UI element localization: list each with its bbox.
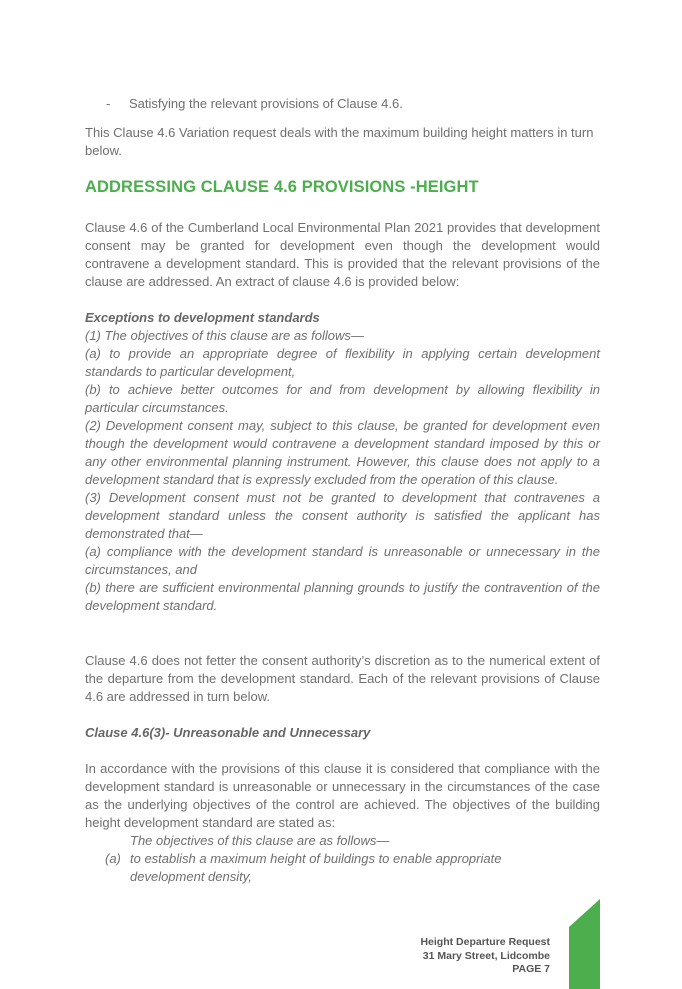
section-heading: ADDRESSING CLAUSE 4.6 PROVISIONS -HEIGHT bbox=[85, 178, 479, 196]
objectives-lead: The objectives of this clause are as follows— bbox=[130, 833, 390, 848]
footer-document-title: Height Departure Request bbox=[420, 936, 550, 948]
bullet-text: Satisfying the relevant provisions of Clause 4.6. bbox=[129, 96, 403, 111]
extract-item-2: (2) Development consent may, subject to this clause, be granted for development even though the development would contravene a development standard imposed by this or any other environmental planning instrument. However, this clause does not apply to a development standard that is expressly excluded from the operation of this clause. bbox=[85, 418, 600, 487]
objectives-list bbox=[105, 832, 535, 886]
extract-title: Exceptions to development standards bbox=[85, 310, 320, 325]
bullet-marker: - bbox=[106, 96, 111, 111]
bullet-item bbox=[106, 95, 403, 113]
extract-item-1a: (a) to provide an appropriate degree of flexibility in applying certain development standards to particular development, bbox=[85, 346, 600, 379]
clause-intro-paragraph: Clause 4.6 of the Cumberland Local Environmental Plan 2021 provides that development consent may be granted for development even though the development would contravene a development standard. This is provided that the relevant provisions of the clause are addressed. An extract of clause 4.6 is provided below: bbox=[85, 220, 600, 289]
extract-block bbox=[85, 309, 600, 615]
extract-item-3: (3) Development consent must not be granted to development that contravenes a development standard unless the consent authority is satisfied the applicant has demonstrated that— bbox=[85, 490, 600, 541]
extract-item-3a: (a) compliance with the development standard is unreasonable or unnecessary in the circumstances, and bbox=[85, 544, 600, 577]
page-footer bbox=[420, 936, 550, 977]
extract-item-1: (1) The objectives of this clause are as follows— bbox=[85, 328, 364, 343]
corner-accent-icon bbox=[569, 899, 600, 989]
subheading-unreasonable: Clause 4.6(3)- Unreasonable and Unnecessary bbox=[85, 725, 371, 740]
objective-item-a bbox=[105, 850, 535, 886]
footer-address: 31 Mary Street, Lidcombe bbox=[422, 949, 550, 962]
extract-item-1b: (b) to achieve better outcomes for and from development by allowing flexibility in particular circumstances. bbox=[85, 382, 600, 415]
objective-text-a: to establish a maximum height of buildings to enable appropriate development density, bbox=[130, 851, 502, 884]
objectives-intro-paragraph: In accordance with the provisions of this clause it is considered that compliance with the development standard is unreasonable or unnecessary in the circumstances of the case as the underlying objectives of the control are achieved. The objectives of the building height development standard are stated as: bbox=[85, 761, 600, 830]
discretion-paragraph: Clause 4.6 does not fetter the consent authority’s discretion as to the numerical extent of the departure from the development standard. Each of the relevant provisions of Clause 4.6 are addressed in turn below. bbox=[85, 653, 600, 704]
extract-item-3b: (b) there are sufficient environmental planning grounds to justify the contravention of the development standard. bbox=[85, 580, 600, 613]
footer-page-number: PAGE 7 bbox=[512, 963, 550, 975]
objective-marker-a: (a) bbox=[105, 851, 121, 866]
intro-paragraph: This Clause 4.6 Variation request deals with the maximum building height matters in turn below. bbox=[85, 125, 594, 158]
